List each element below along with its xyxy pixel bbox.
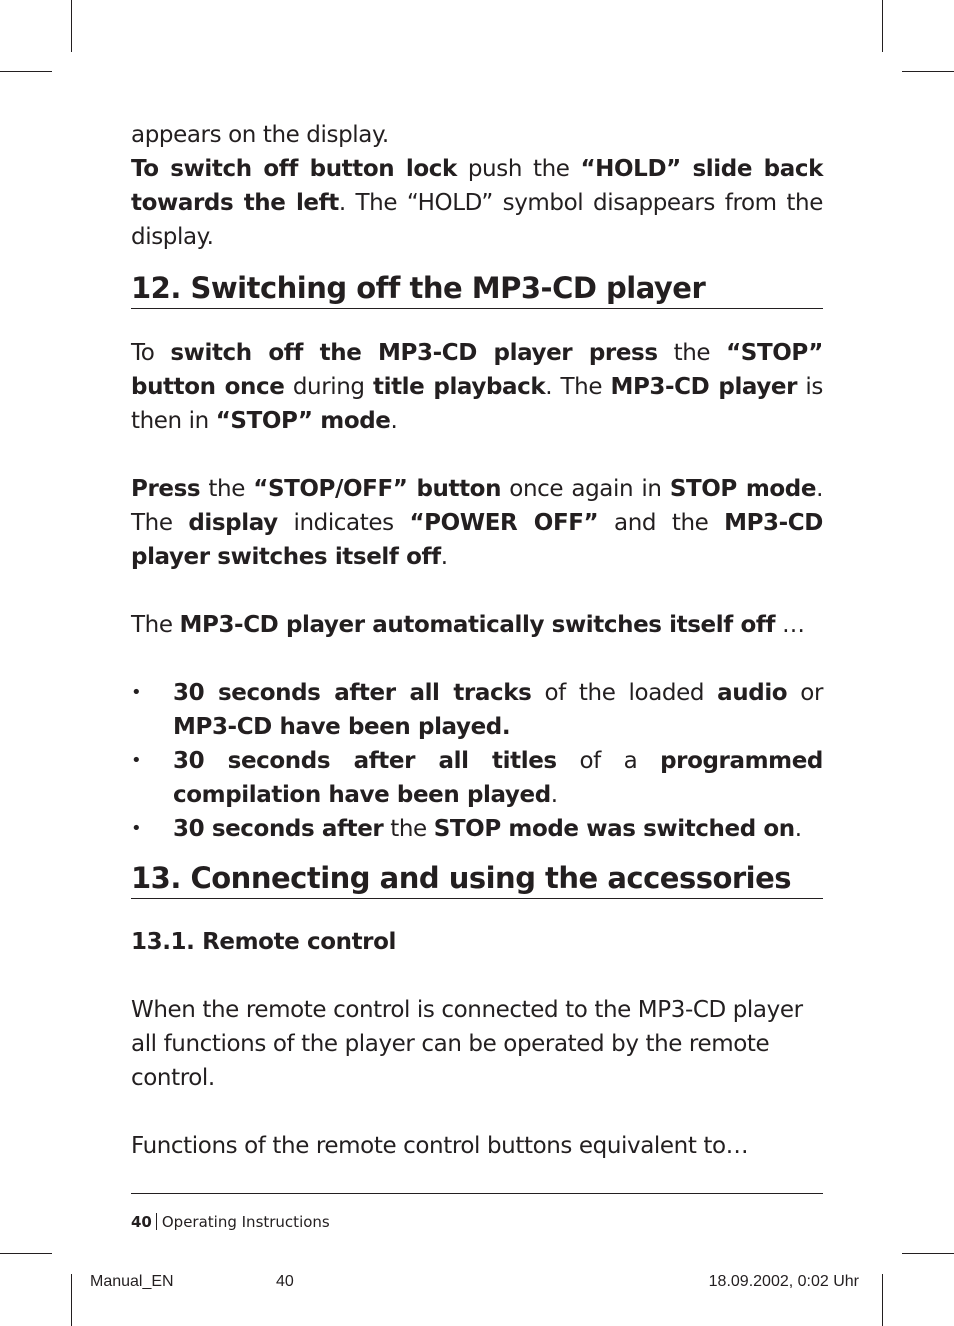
remote-functions-intro: Functions of the remote control buttons equivalent to… — [131, 1133, 749, 1159]
bullet-icon: • — [131, 750, 142, 771]
list-item: • 30 seconds after all tracks of the loaded audio or MP3-CD have been played. — [131, 676, 823, 744]
section-12-heading: 12. Switching off the MP3-CD player — [131, 268, 823, 309]
footer-divider — [156, 1213, 157, 1230]
page-body — [131, 118, 823, 1163]
page-number: 40 — [131, 1213, 152, 1231]
bullet-icon: • — [131, 818, 142, 839]
power-off-paragraph: Press the “STOP/OFF” button once again in STOP mode. The display indicates “POWER OFF” and the MP3-CD player switches itself off. — [131, 476, 823, 570]
crop-mark-bottom-right-vertical — [882, 1274, 883, 1326]
page-footer — [131, 1212, 330, 1232]
auto-off-conditions-list — [131, 676, 823, 846]
auto-off-intro: The MP3-CD player automatically switches itself off … — [131, 612, 805, 638]
bullet-icon: • — [131, 682, 142, 703]
crop-mark-top-left-vertical — [71, 0, 72, 52]
slug-filename: Manual_EN — [90, 1273, 174, 1290]
crop-mark-bottom-left-vertical — [71, 1274, 72, 1326]
crop-mark-top-right-vertical — [882, 0, 883, 52]
slug-page: 40 — [276, 1273, 294, 1290]
remote-control-paragraph: When the remote control is connected to the MP3-CD player all functions of the player can be operated by the remote control. — [131, 997, 803, 1091]
list-item: • 30 seconds after the STOP mode was switched on. — [131, 812, 823, 846]
continuation-line: appears on the display. — [131, 122, 389, 148]
crop-mark-bottom-right-horizontal — [902, 1253, 954, 1254]
crop-mark-top-right-horizontal — [902, 71, 954, 72]
section-13-1-heading: 13.1. Remote control — [131, 929, 397, 955]
slug-timestamp: 18.09.2002, 0:02 Uhr — [708, 1273, 859, 1290]
switch-off-paragraph: To switch off the MP3-CD player press the “STOP” button once during title playback. The MP3-CD player is then in “STOP” mode. — [131, 340, 824, 434]
list-item: • 30 seconds after all titles of a programmed compilation have been played. — [131, 744, 823, 812]
crop-mark-top-left-horizontal — [0, 71, 52, 72]
crop-mark-bottom-left-horizontal — [0, 1253, 52, 1254]
footer-rule — [131, 1193, 823, 1194]
hold-release-paragraph: To switch off button lock push the “HOLD” slide back towards the left. The “HOLD” symbol disappears from the display. — [131, 156, 823, 250]
footer-title: Operating Instructions — [161, 1213, 330, 1231]
section-13-heading: 13. Connecting and using the accessories — [131, 858, 823, 899]
